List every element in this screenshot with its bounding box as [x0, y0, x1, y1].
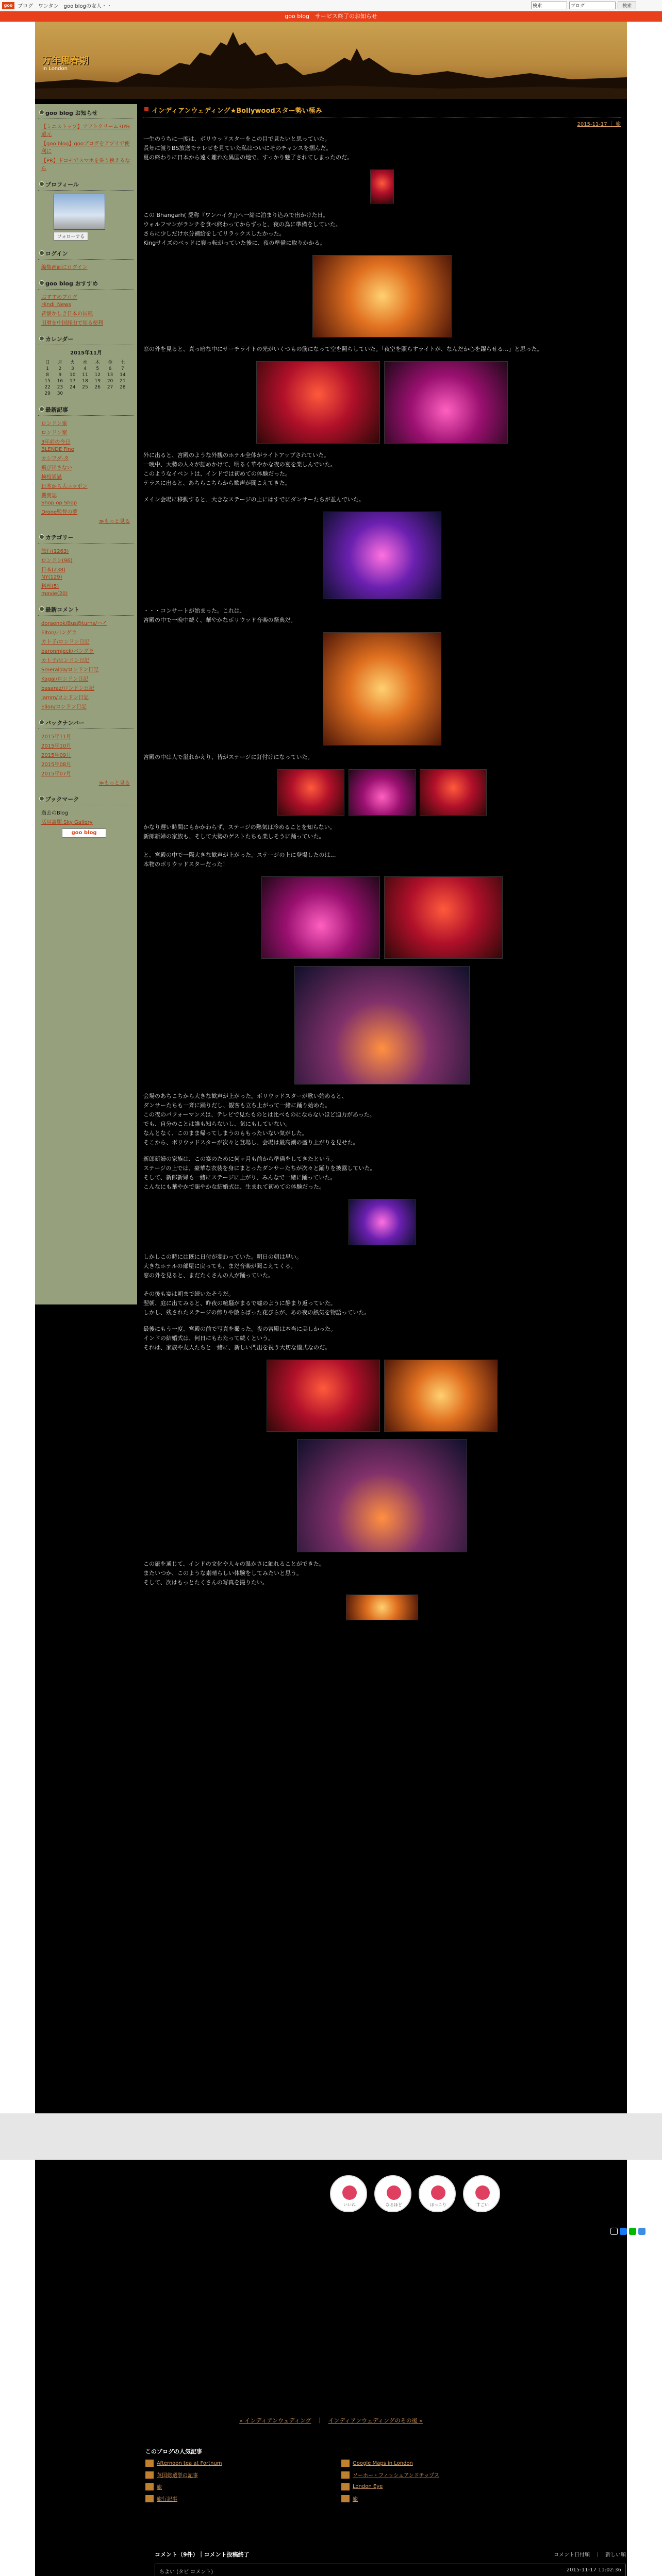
post-photo[interactable] — [261, 876, 380, 959]
post-paragraph: この旅を通じて、インドの文化や人々の温かさに触れることができた。 またいつか、このような素晴らしい体験をしてみたいと思う。 そして、次はもっとたくさんの写真を撮りたい。 — [143, 1561, 325, 1586]
post-paragraph: 一生のうちに一度は、ボリウッドスターをこの目で見たいと思っていた。 長年に渡りBS放送でテレビを見ていた私はついにそのチャンスを掴んだ。 夏の終わりに日本から遠く離れた異国の地で、すっかり魅了されてしまったのだ。 — [143, 135, 353, 161]
post-thumbnail — [145, 2471, 154, 2479]
post-thumbnail — [145, 2460, 154, 2467]
calendar-table — [41, 358, 129, 397]
category-link[interactable]: movie(20) — [41, 591, 68, 597]
hatena-share-icon[interactable] — [638, 2228, 646, 2235]
calendar-day[interactable]: 20 — [107, 379, 113, 384]
post-paragraph: 最後にもう一度、宮殿の前で写真を撮った。夜の宮殿は本当に美しかった。 インドの結婚式は、何日にもわたって続くという。 それは、家族や友人たちと一緒に、新しい門出を祝う大切な儀式なのだ。 — [143, 1326, 336, 1351]
sidebar-heading: ブックマーク — [38, 793, 134, 805]
recent-comment-link[interactable]: Jamm/ロンドン日記 — [41, 695, 89, 701]
calendar-day[interactable]: 24 — [69, 385, 76, 390]
post-thumbnail — [341, 2483, 350, 2490]
sidebar-heading: カテゴリー — [38, 532, 134, 544]
post-photo[interactable] — [384, 361, 508, 444]
sidebar-link[interactable]: おすすめブログ — [41, 295, 78, 300]
category-link[interactable]: 日本(238) — [41, 567, 65, 573]
popular-post-item[interactable]: Google Maps in London — [341, 2460, 537, 2467]
reaction-stamp[interactable]: ほっこり — [419, 2175, 456, 2212]
sidebar-link[interactable]: 昔懐かしき日本の国風 — [41, 311, 93, 317]
recent-comment-link[interactable]: baronmjeck/バングラ — [41, 649, 94, 654]
calendar-day[interactable]: 13 — [107, 372, 113, 378]
temple-silhouette — [35, 22, 627, 99]
popular-posts — [145, 2447, 537, 2502]
calendar-day[interactable]: 3 — [71, 366, 74, 371]
calendar-day-header: 木 — [95, 360, 100, 365]
sidebar-goo-notice — [38, 107, 134, 172]
calendar-day[interactable] — [91, 391, 104, 397]
comment-sort[interactable]: コメント日付順 ｜ 新しい順 — [554, 2552, 626, 2558]
calendar-day[interactable]: 10 — [69, 372, 76, 378]
recent-post-link[interactable]: 日本から大ニッポン — [41, 484, 88, 489]
post-thumbnail — [341, 2471, 350, 2479]
calendar-day[interactable]: 11 — [82, 372, 88, 378]
follow-button[interactable]: フォローする — [54, 232, 88, 241]
calendar-day-header: 日 — [45, 360, 50, 365]
backnumber-link[interactable]: 2015年11月 — [41, 734, 72, 740]
post-photo[interactable] — [267, 1360, 380, 1432]
calendar-day[interactable]: 17 — [69, 379, 76, 384]
recent-post-link[interactable]: 3年前の今日 — [41, 439, 71, 445]
post-paragraph: 窓の外を見ると、真っ暗な中にサーチライトの光がいくつもの筋になって空を照らしていた。「夜空を照らすライトが、なんだか心を躍らせる…」と思った。 — [143, 346, 543, 352]
calendar-day[interactable]: 12 — [94, 372, 101, 378]
calendar-day-header: 月 — [57, 360, 62, 365]
backnumber-link[interactable]: 2015年09月 — [41, 753, 72, 758]
calendar-day[interactable] — [67, 391, 79, 397]
prev-post-link[interactable]: « インディアンウェディング — [239, 2417, 311, 2424]
calendar-day[interactable]: 4 — [84, 366, 87, 371]
goo-logo[interactable]: goo — [2, 2, 14, 9]
calendar-day[interactable]: 25 — [82, 385, 88, 390]
recent-comment-link[interactable]: カト子/ロンドン日記 — [41, 639, 90, 645]
post-paragraph: 宮殿の中は人で溢れかえり、皆がステージに釘付けになっていた。 — [143, 754, 313, 760]
sidebar-heading: 最新記事 — [38, 404, 134, 416]
calendar-day[interactable] — [79, 391, 91, 397]
calendar-day[interactable]: 5 — [96, 366, 100, 371]
blog-title[interactable]: 万年思春期 — [42, 56, 89, 66]
blog-frame — [35, 22, 627, 2113]
sidebar-heading: 最新コメント — [38, 604, 134, 616]
reaction-stamps — [330, 2175, 500, 2212]
calendar-day[interactable] — [117, 391, 129, 397]
post-photo[interactable] — [277, 769, 344, 816]
popular-post-item[interactable]: ソーホー・フィッシュアンドチップス — [341, 2471, 537, 2479]
category-link[interactable]: ロンドン(96) — [41, 558, 73, 564]
popular-post-item[interactable]: Afternoon tea at Fortnum — [145, 2460, 341, 2467]
category-link[interactable]: 旅行(1263) — [41, 549, 69, 554]
facebook-share-icon[interactable] — [620, 2228, 627, 2235]
blog-subtitle: in London — [42, 66, 68, 72]
recent-post-link[interactable]: 検疫通過 — [41, 474, 62, 480]
recent-comment-link[interactable]: Elion/ロンドン日記 — [41, 704, 87, 710]
post-photo[interactable] — [420, 769, 487, 816]
blog-header — [35, 22, 627, 99]
calendar-day[interactable]: 1 — [46, 366, 49, 371]
calendar-day[interactable]: 21 — [120, 379, 126, 384]
search-area — [531, 2, 636, 9]
backnumber-link[interactable]: 2015年10月 — [41, 743, 72, 749]
sidebar-profile — [38, 179, 134, 241]
post-area — [143, 104, 621, 1620]
next-post-link[interactable]: インディアンウェディングのその後 » — [328, 2417, 423, 2424]
post-footer-area — [35, 2160, 627, 2576]
calendar-day[interactable]: 30 — [57, 391, 63, 396]
search-input[interactable]: 検索 — [531, 2, 567, 9]
recent-comment-link[interactable]: カト子/ロンドン日記 — [41, 658, 90, 664]
sidebar-heading: プロフィール — [38, 179, 134, 191]
search-select[interactable]: ブログ — [569, 2, 616, 9]
post-photo[interactable] — [323, 632, 441, 745]
share-buttons — [610, 2228, 646, 2235]
post-paragraph: 新郎新婦の家族は、この宴のために何ヶ月も前から準備をしてきたという。 ステージの上では、豪華な衣装を身にまとったダンサーたちが次々と踊りを披露していた。 そして、新郎新婦も一緒にステージに上がり、みんなで一緒に踊っていた。 こんなにも華やかで賑やかな結婚式は、生まれて初めての体験だった。 — [143, 1156, 376, 1190]
calendar-day[interactable]: 19 — [94, 379, 101, 384]
post-photo[interactable] — [384, 1360, 498, 1432]
comment-date: 2015-11-17 11:02:36 — [566, 2567, 621, 2573]
sidebar-login — [38, 248, 134, 270]
sidebar-heading: goo blog お知らせ — [38, 107, 134, 119]
sidebar-recent-comments — [38, 604, 134, 710]
service-end-notice[interactable]: goo blog サービス終了のお知らせ — [0, 11, 662, 22]
profile-image[interactable] — [54, 194, 105, 230]
calendar-day[interactable]: 16 — [57, 379, 63, 384]
post-paragraph: この Bhangarh( 愛称『ワンハイク』)へ一緒に泊まり込みで出かけた日。 ウォルフマンがランチを食べ終わってからずっと、夜の為に準備をしていた。 さらに少しだけ水分補給をしてリラックスしたかった。 Kingサイズのベッドに寝っ転がっていた後に、夜の準備に取りかかる。 — [143, 212, 341, 246]
post-thumbnail — [341, 2460, 350, 2467]
calendar-day[interactable]: 27 — [107, 385, 113, 390]
x-share-icon[interactable] — [610, 2228, 618, 2235]
calendar-day[interactable]: 22 — [44, 385, 51, 390]
post-title[interactable]: インディアンウェディング★Bollywoodスター勢い極み — [143, 104, 621, 117]
more-link[interactable]: ≫もっと見る — [98, 519, 130, 524]
post-photo[interactable] — [346, 1595, 418, 1620]
calendar-day[interactable]: 18 — [82, 379, 88, 384]
sidebar-recent-posts — [38, 404, 134, 524]
sidebar-bookmarks — [38, 793, 134, 838]
calendar-day-header: 金 — [108, 360, 113, 365]
sidebar-heading: ログイン — [38, 248, 134, 260]
sidebar-link[interactable]: 【PR】ドコモでスマホを乗り換えるなら — [41, 158, 130, 172]
calendar-day[interactable]: 8 — [46, 372, 49, 378]
backnumber-link[interactable]: 2015年07月 — [41, 771, 72, 777]
sidebar-link[interactable]: 【ミニストップ】ソフトクリーム30%還元 — [41, 124, 130, 138]
comments-heading: コメント（9件）｜コメント投稿終了 コメント日付順 ｜ 新しい順 — [155, 2551, 626, 2558]
top-bar — [0, 0, 662, 11]
comment-item — [155, 2564, 626, 2576]
post-photo[interactable] — [370, 170, 394, 204]
calendar-day[interactable]: 23 — [57, 385, 63, 390]
post-photo[interactable] — [297, 1439, 467, 1552]
line-share-icon[interactable] — [629, 2228, 636, 2235]
bookmark-link[interactable]: 活用論題 Sky Gallery — [41, 820, 93, 825]
calendar-day-header: 土 — [120, 360, 125, 365]
comment-author[interactable]: ちよい (タビ コメント) — [159, 2569, 213, 2575]
calendar-day[interactable]: 7 — [121, 366, 124, 371]
page-break-band — [0, 2113, 662, 2160]
calendar-day[interactable]: 15 — [44, 379, 51, 384]
sidebar-link[interactable]: Hindi_News — [41, 302, 71, 308]
popular-posts-heading: このブログの人気記事 — [145, 2448, 202, 2455]
recent-post-link[interactable]: ロンドン案 — [41, 421, 67, 427]
recent-comment-link[interactable]: Kagai/ロンドン日記 — [41, 676, 89, 682]
post-date — [143, 120, 621, 127]
search-button[interactable]: 検索 — [618, 2, 636, 9]
sidebar-heading: カレンダー — [38, 333, 134, 345]
backnumber-link[interactable]: 2015年08月 — [41, 762, 72, 768]
recent-post-link[interactable]: 飛び出さない — [41, 465, 72, 471]
popular-post-item[interactable]: 英国総選挙の記事 — [145, 2471, 341, 2479]
post-thumbnail — [145, 2495, 154, 2502]
popular-post-item[interactable]: 旅行記事 — [145, 2495, 341, 2502]
sidebar — [35, 104, 137, 1304]
post-paragraph: メイン会場に移動すると、大きなステージの上にはすでにダンサーたちが並んでいた。 — [143, 496, 365, 503]
post-photo[interactable] — [384, 876, 503, 959]
sidebar-link[interactable]: 【goo blog】gooブログをアプリで便利に — [41, 141, 130, 155]
post-thumbnail — [145, 2483, 154, 2490]
category-link[interactable]: 料理(5) — [41, 584, 59, 589]
reaction-stamp[interactable]: いいね — [330, 2175, 367, 2212]
calendar-day[interactable]: 28 — [120, 385, 126, 390]
sidebar-link[interactable]: 旧暦を中国経由で知る便利 — [41, 320, 103, 326]
reaction-stamp[interactable]: なるほど — [374, 2175, 411, 2212]
recent-comment-link[interactable]: Elton/バングラ — [41, 630, 77, 636]
post-paragraph: しかしこの時には既に日付が変わっていた。明日の朝は早い。 大きなホテルの部屋に戻っても、まだ音楽が聞こえてくる。 窓の外を見ると、まだたくさんの人が踊っていた。 その後も宴は朝まで続いたそうだ。 翌朝、庭に出てみると、昨夜の喧騒がまるで嘘のように静まり返っていた。 しかし、残されたステージの飾りや散らばった花びらが、あの夜の熱気を物語っていた。 — [143, 1253, 370, 1316]
recent-post-link[interactable]: 機関誌 — [41, 493, 57, 499]
recent-post-link[interactable]: ロンドン案 — [41, 430, 67, 436]
top-links[interactable]: ブログ ワンタン goo blogの友人・・ — [18, 4, 112, 9]
recent-post-link[interactable]: Shop op Shop — [41, 500, 77, 506]
post-paragraph: 外に出ると、宮殿のような外観のホテル全体がライトアップされていた。 一晩中、大勢の人々が詰めかけて、明るく華やかな夜の宴を楽しんでいた。 このようなイベントは、インドでは初めての体験だった。 テラスに出ると、あちらこちらから歓声が聞こえてきた。 — [143, 452, 336, 486]
post-photo[interactable] — [349, 769, 416, 816]
sidebar-heading: バックナンバー — [38, 717, 134, 729]
recent-post-link[interactable]: カシワダ-タ — [41, 456, 69, 462]
login-link[interactable]: 編集画面にログイン — [41, 265, 88, 270]
sidebar-recommend — [38, 278, 134, 326]
post-photo[interactable] — [349, 1199, 416, 1245]
recent-comment-link[interactable]: basaraz/ロンドン日記 — [41, 686, 94, 691]
calendar-day-header: 水 — [82, 360, 88, 365]
sidebar-calendar — [38, 333, 134, 397]
popular-post-item[interactable]: London Eye — [341, 2483, 537, 2490]
sidebar-heading: goo blog おすすめ — [38, 278, 134, 290]
calendar-day[interactable]: 2 — [58, 366, 62, 371]
post-photo[interactable] — [256, 361, 380, 444]
calendar-day[interactable]: 6 — [108, 366, 112, 371]
popular-post-item[interactable]: 旅 — [341, 2495, 537, 2502]
calendar-day-header: 火 — [70, 360, 75, 365]
recent-post-link[interactable]: BLENDE Fine — [41, 447, 74, 452]
calendar-day[interactable]: 26 — [94, 385, 101, 390]
post-paragraph: 会場のあちこちから大きな歓声が上がった。ボリウッドスターが歌い始めると、 ダンサーたちも一斉に踊りだし、観客も立ち上がって一緒に踊り始めた。 この夜のパフォーマンスは、テレビで見たものとは比べものにならないほど迫力があった。 でも、自分のことは誰も知らないし、気にもしていない。 なんとなく、このまま帰ってしまうのももったいない気がした。 そこから、ボリウッドスターが次々と登場し、会場は最高潮の盛り上がりを見せた。 — [143, 1093, 375, 1146]
sidebar-backnumber — [38, 717, 134, 786]
calendar-day[interactable]: 9 — [58, 372, 62, 378]
reaction-stamp[interactable]: すごい — [463, 2175, 500, 2212]
post-paragraph: ・・・コンサートが始まった。これは、 宮殿の中で一晩中続く、華やかなボリウッド音楽の祭典だ。 — [143, 607, 296, 623]
post-photo[interactable] — [294, 966, 470, 1084]
post-photo[interactable] — [323, 512, 441, 599]
recent-comment-link[interactable]: Smeralda/ロンドン日記 — [41, 667, 99, 673]
calendar-title: 2015年11月 — [70, 350, 102, 356]
recent-comment-link[interactable]: doraenok/Bus@turns/ハイ — [41, 621, 107, 626]
calendar-day[interactable]: 14 — [120, 372, 126, 378]
calendar-day[interactable]: 29 — [44, 391, 51, 396]
more-link[interactable]: ≫もっと見る — [98, 781, 130, 786]
post-thumbnail — [341, 2495, 350, 2502]
post-date-link[interactable]: 2015-11-17 ｜ 旅 — [577, 122, 621, 127]
category-link[interactable]: NY(129) — [41, 574, 62, 580]
post-navigation: « インディアンウェディング ｜ インディアンウェディングのその後 » — [239, 2417, 423, 2424]
post-paragraph: かなり遅い時間にもかかわらず、ステージの熱気は冷めることを知らない。 新郎新婦の家族も、そして大勢のゲストたちも楽しそうに踊っていた。 と、宮殿の中で一際大きな歓声が上がった。ステージの上に登場したのは… 本物のボリウッドスターだった！ — [143, 824, 336, 868]
goo-blog-badge[interactable]: goo blog — [62, 828, 106, 838]
recent-post-link[interactable]: Drone監督の夢 — [41, 510, 78, 515]
calendar-day[interactable] — [104, 391, 116, 397]
post-photo[interactable] — [312, 255, 452, 337]
bookmark-text: 過去のBlog — [41, 810, 69, 816]
popular-post-item[interactable]: 旅 — [145, 2483, 341, 2490]
sidebar-categories — [38, 532, 134, 597]
